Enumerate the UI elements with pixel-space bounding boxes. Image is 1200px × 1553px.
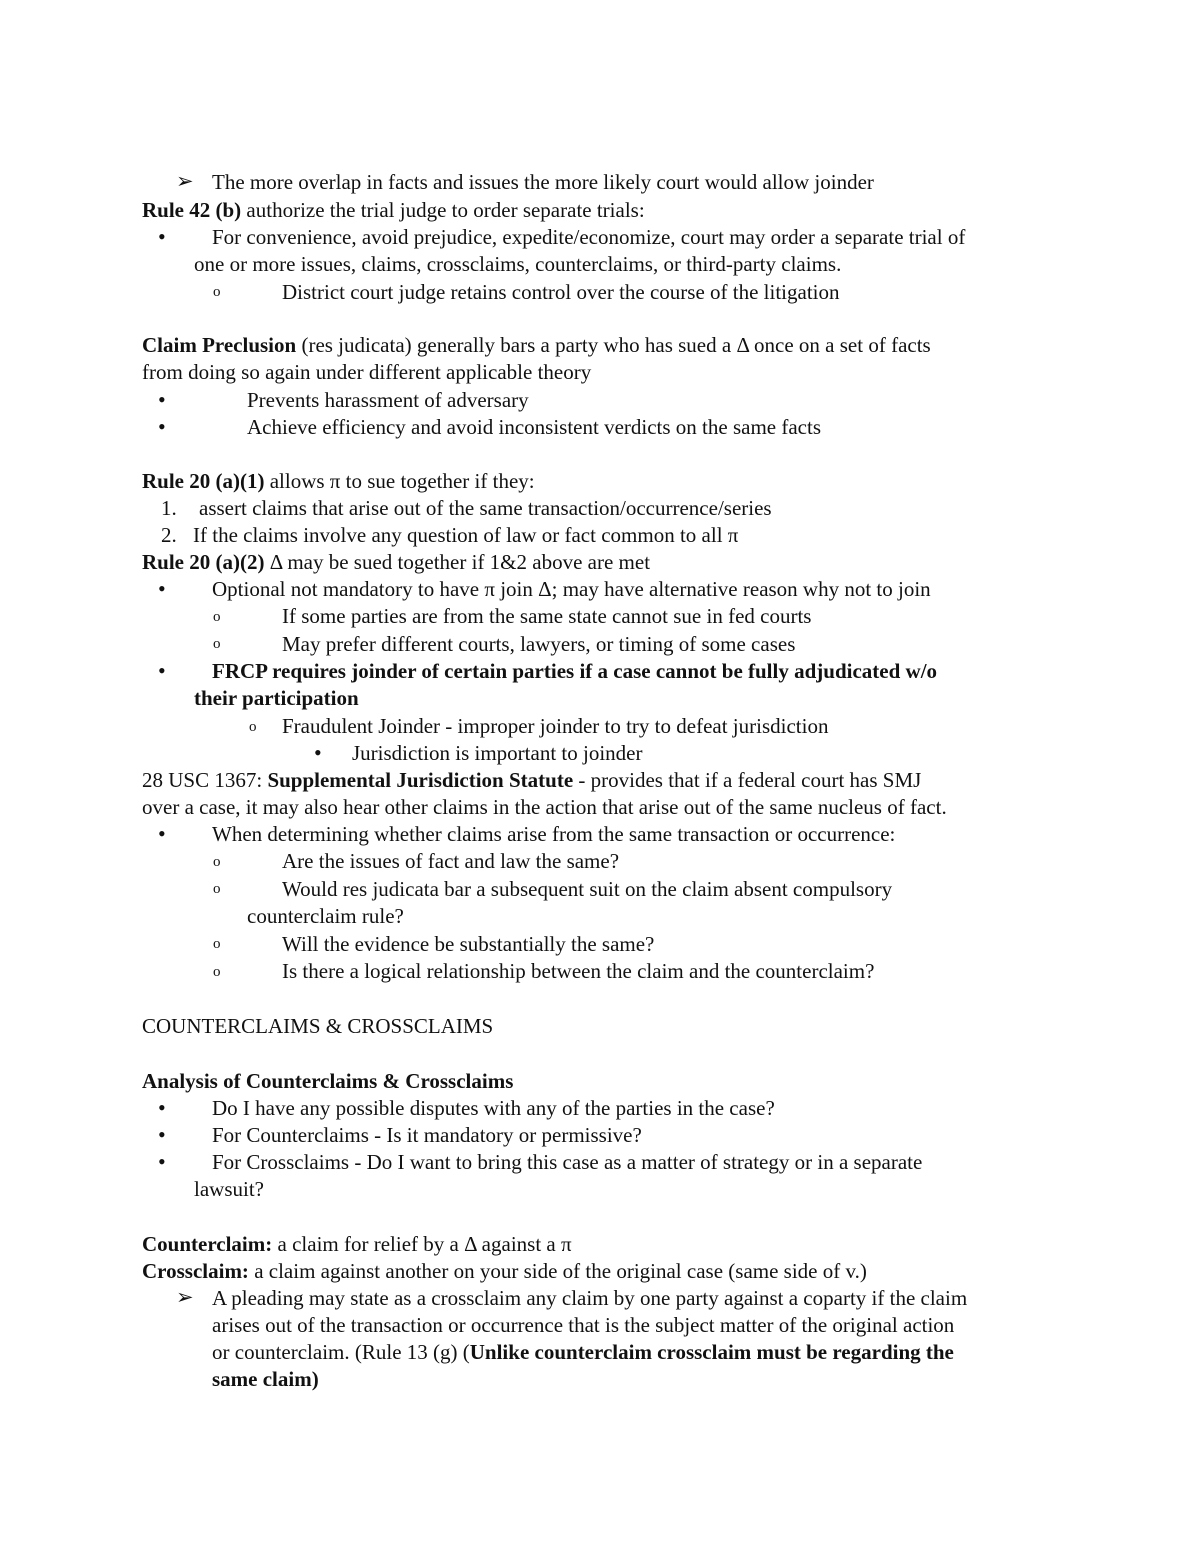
- bullet-icon: •: [158, 1095, 166, 1120]
- claim-preclusion-line1: [142, 332, 931, 359]
- rule20a2-text: Δ may be sued together if 1&2 above are met: [264, 550, 651, 574]
- arrow-bullet-icon: ➢: [176, 1285, 194, 1309]
- rule42-sub1: District court judge retains control over the course of the litigation: [282, 280, 840, 304]
- analysis-bullet3-line1: For Crossclaims - Do I want to bring this case as a matter of strategy or in a separate: [212, 1150, 923, 1174]
- crossclaim-para-line2: arises out of the transaction or occurrence that is the subject matter of the original action: [212, 1313, 955, 1337]
- claim-preclusion-bullet2: Achieve efficiency and avoid inconsistent verdicts on the same facts: [247, 415, 821, 439]
- usc1367-sub2-line1: Would res judicata bar a subsequent suit on the claim absent compulsory: [282, 877, 893, 901]
- usc1367-sub2-line2: counterclaim rule?: [247, 904, 404, 928]
- counterclaim-label: Counterclaim:: [142, 1232, 273, 1256]
- usc1367-sub1: Are the issues of fact and law the same?: [282, 849, 620, 873]
- bullet-icon: •: [314, 740, 322, 765]
- rule20a2-bullet2-line2: their participation: [194, 686, 359, 710]
- usc1367-sub3: Will the evidence be substantially the same?: [282, 932, 655, 956]
- claim-preclusion-text: (res judicata) generally bars a party who has sued a Δ once on a set of facts: [296, 333, 931, 357]
- bullet-icon: •: [158, 821, 166, 846]
- crossclaim-para-line4: same claim): [212, 1367, 319, 1391]
- rule20a2-bullet1: Optional not mandatory to have π join Δ; may have alternative reason why not to join: [212, 577, 931, 601]
- rule20a2-sub1: If some parties are from the same state cannot sue in fed courts: [282, 604, 812, 628]
- crossclaim-para-line1: A pleading may state as a crossclaim any claim by one party against a coparty if the claim: [212, 1286, 968, 1310]
- rule20a2-line: [142, 549, 650, 576]
- crossclaim-para-line3-plain: or counterclaim. (Rule 13 (g) (: [212, 1340, 470, 1364]
- bullet-icon: •: [158, 224, 166, 249]
- rule20a1-text: allows π to sue together if they:: [264, 469, 535, 493]
- analysis-bullet3-line2: lawsuit?: [194, 1177, 264, 1201]
- rule42-label: Rule 42 (b): [142, 198, 242, 222]
- analysis-heading: Analysis of Counterclaims & Crossclaims: [142, 1069, 514, 1093]
- bullet-icon: •: [158, 387, 166, 412]
- crossclaim-text: a claim against another on your side of the original case (same side of v.): [248, 1259, 867, 1283]
- analysis-bullet2: For Counterclaims - Is it mandatory or permissive?: [212, 1123, 642, 1147]
- crossclaim-para-line3: [212, 1339, 954, 1366]
- bullet-icon: •: [158, 658, 166, 683]
- crossclaim-label: Crossclaim:: [142, 1259, 249, 1283]
- rule42-line: [142, 197, 645, 224]
- counterclaim-text: a claim for relief by a Δ against a π: [272, 1232, 572, 1256]
- rule42-bullet1-line1: For convenience, avoid prejudice, expedite/economize, court may order a separate trial of: [212, 225, 966, 249]
- crossclaim-para-line3-bold: Unlike counterclaim crossclaim must be regarding the: [469, 1340, 954, 1364]
- analysis-bullet1: Do I have any possible disputes with any of the parties in the case?: [212, 1096, 775, 1120]
- rule20a1-label: Rule 20 (a)(1): [142, 469, 265, 493]
- circle-bullet-icon: o: [213, 936, 221, 952]
- bullet-icon: •: [158, 1122, 166, 1147]
- rule42-bullet1-line2: one or more issues, claims, crossclaims, counterclaims, or third-party claims.: [194, 252, 842, 276]
- rule20a2-bullet2-line1: FRCP requires joinder of certain parties if a case cannot be fully adjudicated w/o: [212, 659, 938, 683]
- claim-preclusion-line2: from doing so again under different applicable theory: [142, 360, 592, 384]
- bullet-icon: •: [158, 576, 166, 601]
- circle-bullet-icon: o: [213, 284, 221, 300]
- circle-bullet-icon: o: [213, 854, 221, 870]
- list-item: assert claims that arise out of the same transaction/occurrence/series: [199, 496, 772, 520]
- rule20a2-sub3: Fraudulent Joinder - improper joinder to try to defeat jurisdiction: [282, 714, 829, 738]
- usc1367-prefix: 28 USC 1367:: [142, 768, 268, 792]
- list-item: If the claims involve any question of law or fact common to all π: [193, 523, 739, 547]
- usc1367-bullet1: When determining whether claims arise from the same transaction or occurrence:: [212, 822, 896, 846]
- rule20a2-label: Rule 20 (a)(2): [142, 550, 265, 574]
- usc1367-line1: [142, 767, 921, 794]
- rule20a1-line: [142, 468, 535, 495]
- claim-preclusion-label: Claim Preclusion: [142, 333, 297, 357]
- usc1367-label: Supplemental Jurisdiction Statute: [267, 768, 574, 792]
- counterclaim-line: [142, 1231, 572, 1258]
- circle-bullet-icon: o: [213, 636, 221, 652]
- intro-text: The more overlap in facts and issues the more likely court would allow joinder: [212, 170, 874, 194]
- rule20a2-sub2: May prefer different courts, lawyers, or timing of some cases: [282, 632, 796, 656]
- section-heading: COUNTERCLAIMS & CROSSCLAIMS: [142, 1014, 494, 1038]
- bullet-icon: •: [158, 414, 166, 439]
- claim-preclusion-bullet1: Prevents harassment of adversary: [247, 388, 529, 412]
- usc1367-line2: over a case, it may also hear other claims in the action that arise out of the same nucleus of fact.: [142, 795, 947, 819]
- rule42-text: authorize the trial judge to order separate trials:: [241, 198, 645, 222]
- rule20a2-subsub1: Jurisdiction is important to joinder: [352, 741, 643, 765]
- arrow-bullet-icon: ➢: [176, 169, 194, 193]
- usc1367-text: - provides that if a federal court has SMJ: [573, 768, 922, 792]
- crossclaim-line: [142, 1258, 867, 1285]
- circle-bullet-icon: o: [213, 964, 221, 980]
- circle-bullet-icon: o: [213, 881, 221, 897]
- circle-bullet-icon: o: [249, 719, 257, 735]
- list-number: 1.: [161, 496, 177, 520]
- bullet-icon: •: [158, 1149, 166, 1174]
- list-number: 2.: [161, 523, 177, 547]
- usc1367-sub4: Is there a logical relationship between the claim and the counterclaim?: [282, 959, 875, 983]
- circle-bullet-icon: o: [213, 609, 221, 625]
